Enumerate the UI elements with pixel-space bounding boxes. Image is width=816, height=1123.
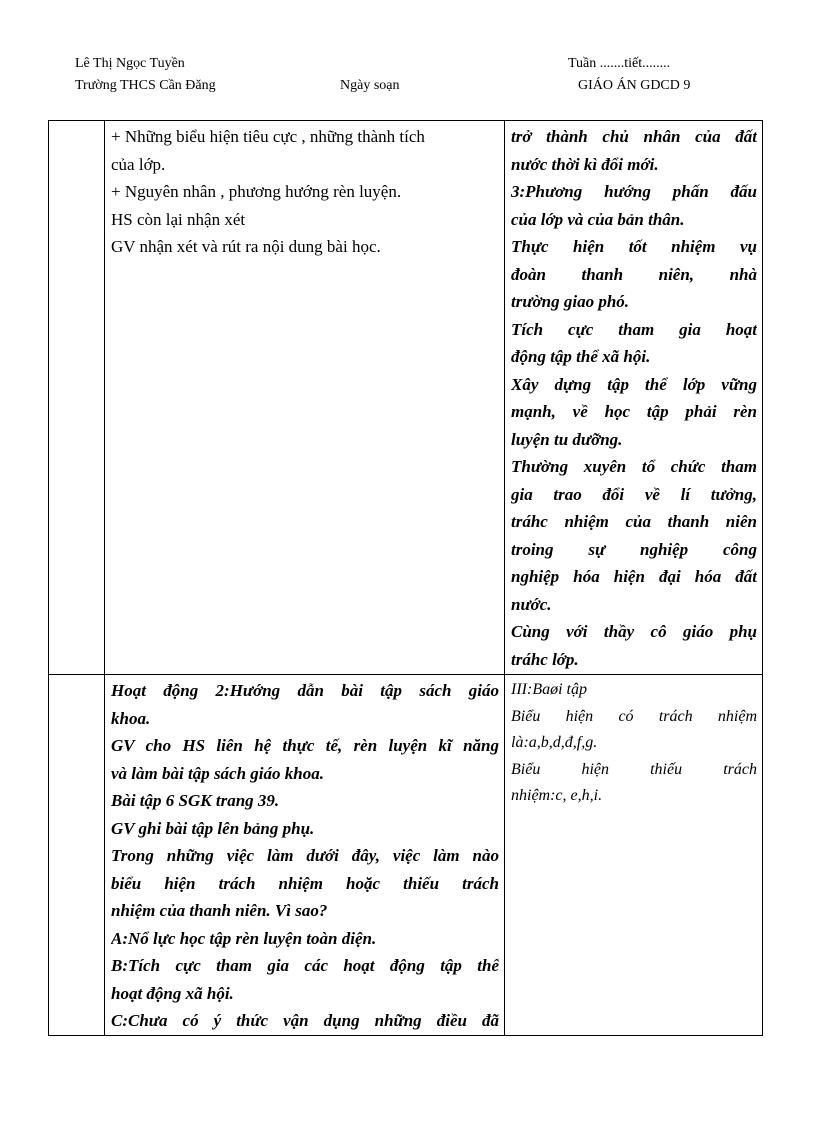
text-line: mạnh, về học tập phải rèn [511, 402, 757, 421]
date-label: Ngày soạn [340, 78, 400, 93]
week-lesson: Tuần .......tiết........ [568, 56, 671, 71]
text-line: 3:Phương hướng phấn đấu [511, 182, 757, 201]
activity-cell [105, 121, 505, 675]
text-line: Cùng với thầy cô giáo phụ [511, 622, 757, 641]
text-line: Biểu hiện thiếu trách [511, 760, 757, 778]
table-row [49, 675, 763, 1036]
text-line: Bài tập 6 SGK trang 39. [111, 791, 280, 810]
blank-cell [49, 121, 105, 675]
subject-title: GIÁO ÁN GDCD 9 [578, 78, 691, 93]
school-name: Trường THCS Cần Đăng [75, 78, 216, 93]
text-line: Trong những việc làm dưới đây, việc làm nào [111, 846, 499, 865]
text-line: HS còn lại nhận xét [111, 209, 246, 229]
content-cell [505, 675, 763, 1036]
text-line: gia trao đổi về lí tưởng, [511, 484, 757, 504]
text-line: + Nguyên nhân , phương hướng rèn luyện. [111, 182, 402, 201]
text-line: đoàn thanh niên, nhà [511, 264, 757, 284]
table-row [49, 121, 763, 675]
text-line: Tích cực tham gia hoạt [511, 319, 757, 339]
text-line: là:a,b,d,đ,f,g. [511, 734, 598, 751]
author-name: Lê Thị Ngọc Tuyền [75, 56, 185, 71]
text-line: Biểu hiện có trách nhiệm [511, 707, 757, 725]
text-line: biểu hiện trách nhiệm hoặc thiếu trách [111, 873, 499, 893]
text-line: trường giao phó. [511, 292, 630, 311]
text-line: động tập thể xã hội. [511, 347, 651, 366]
text-line: B:Tích cực tham gia các hoạt động tập thể [111, 956, 499, 975]
content-cell [505, 121, 763, 675]
text-line: GV nhận xét và rút ra nội dung bài học. [111, 237, 381, 256]
text-line: tráhc nhiệm của thanh niên [511, 512, 757, 531]
text-line: nước thời kì đổi mới. [511, 154, 659, 174]
blank-cell [49, 675, 105, 1036]
text-line: Thường xuyên tổ chức tham [511, 457, 757, 476]
text-line: của lớp. [111, 154, 166, 174]
text-line: nghiệp hóa hiện đại hóa đất [511, 567, 757, 586]
text-line: trở thành chủ nhân của đất [511, 127, 757, 146]
text-line: nhiệm:c, e,h,i. [511, 787, 603, 804]
lesson-table [48, 120, 763, 1036]
text-line: GV cho HS liên hệ thực tế, rèn luyện kĩ năng [111, 736, 499, 755]
text-line: troing sự nghiệp công [511, 539, 757, 559]
text-line: + Những biểu hiện tiêu cực , những thành tích [111, 127, 425, 146]
text-line: Xây dựng tập thể lớp vững [511, 374, 757, 394]
text-line: tráhc lớp. [511, 649, 579, 669]
text-line: C:Chưa có ý thức vận dụng những điều đã [111, 1011, 499, 1030]
text-line: Thực hiện tốt nhiệm vụ [511, 237, 757, 256]
text-line: III:Baøi tập [511, 681, 587, 698]
text-line: A:Nổ lực học tập rèn luyện toàn diện. [111, 928, 377, 948]
text-line: luyện tu dưỡng. [511, 429, 623, 449]
text-line: và làm bài tập sách giáo khoa. [111, 763, 324, 783]
text-line: khoa. [111, 708, 151, 728]
activity-cell [105, 675, 505, 1036]
text-line: nhiệm của thanh niên. Vì sao? [111, 901, 328, 920]
text-line: GV ghi bài tập lên bảng phụ. [111, 818, 315, 838]
text-line: nước. [511, 594, 552, 614]
text-line: hoạt động xã hội. [111, 983, 234, 1003]
text-line: của lớp và của bản thân. [511, 209, 685, 229]
text-line: Hoạt động 2:Hướng dẫn bài tập sách giáo [111, 681, 499, 700]
